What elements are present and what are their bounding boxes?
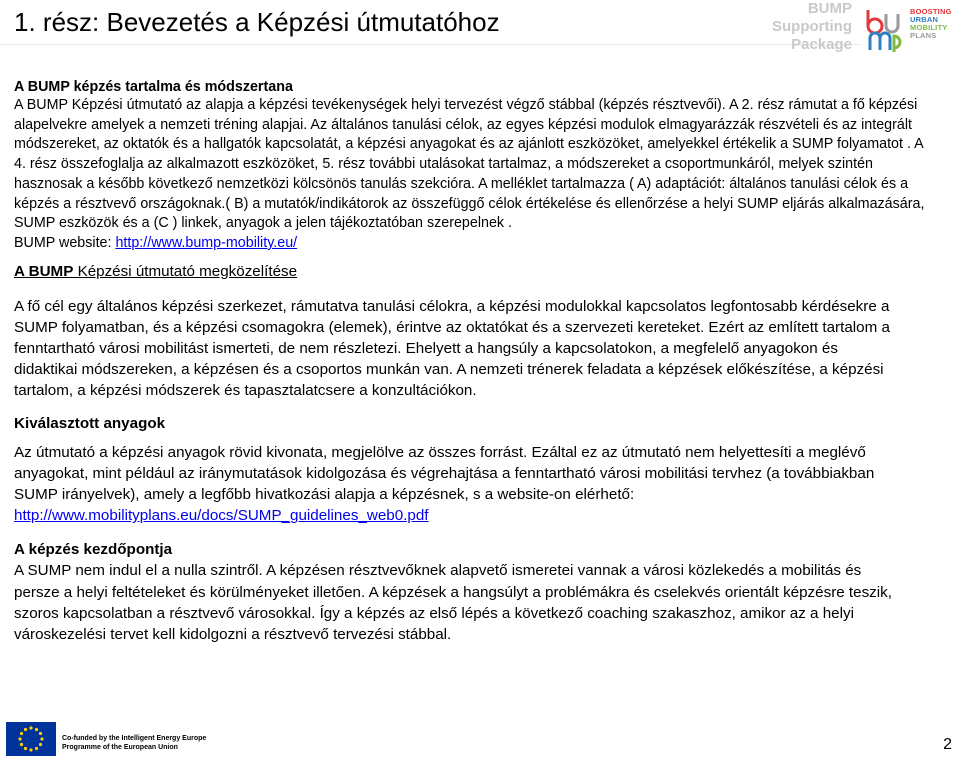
eu-stars-icon [6,722,56,756]
section-1-line: hasznosak a később következő nemzetközi kölcsönös tanulás szekcióra. A melléklet tartalmazza ( A) adaptációt: általános tanulási célok és a [14,175,909,192]
package-line-1: BUMP [807,0,852,17]
section-3-heading: Kiválasztott anyagok [14,414,166,432]
header-divider [0,44,860,45]
section-2-line: didaktikai módszereken, a képzésen és a csoportos munkán van. A nemzeti trénerek feladata a képzések előkészítése, a képzési [14,361,884,379]
logo-line-mobility: MOBILITY [910,23,948,32]
website-label: BUMP website: [14,234,116,251]
section-4-heading: A képzés kezdőpontja [14,541,173,559]
bump-logo-text [910,8,952,40]
section-4-line: városkezelési tervet kell kidolgozni a résztvevő tervezési stábbal. [14,626,452,644]
section-3-line: SUMP irányelvek), amely a legfőbb hivatkozási alapja a képzésnek, s a website-on elérhető: [14,486,635,504]
package-line-2: Supporting [772,18,852,35]
section-2-body [14,296,956,402]
section-1-line: 4. rész összefoglalja az alkalmazott eszközöket, 5. rész további utalásokat tartalmaz, a módszereket a csoportmunkáról, melyek szintén [14,156,873,173]
section-1-line: alapelvekre amelyek a nemzeti tréning alapjai. Az általános tanulási célok, az egyes képzési modulok elmagyarázzák részvételi és az integrált [14,116,912,133]
page-footer [6,722,956,756]
section-4-line: A SUMP nem indul el a nulla szintről. A képzésen résztvevőknek alapvető ismeretei vannak a városi közlekedés a mobilitás és [14,562,862,580]
section-4-line: persze a helyi feltételeket és körülményeket illetően. A képzések a hangsúlyt a problémákra és cselekvés orientált képzésre teszik, [14,583,892,601]
section-1-body [14,96,956,254]
section-2-line: A fő cél egy általános képzési szerkezet, rámutatva tanulási célokra, a képzési modulokkal kapcsolatos legfontosabb kérdésekre a [14,297,890,315]
eu-flag-icon [6,722,56,756]
package-line-3: Package [791,36,852,53]
bump-website-link[interactable]: http://www.bump-mobility.eu/ [115,234,298,251]
cofund-line-2: Programme of the European Union [62,744,178,751]
section-1-line: A BUMP Képzési útmutató az alapja a képzési tevékenységek helyi tervezést végző stábbal (képzés résztvevői). A 2. rész rámutat a fő képzési [14,97,918,113]
logo-line-boosting: BOOSTING [910,7,952,16]
supporting-package-label [762,0,852,54]
bump-logo [864,4,956,52]
page-title: 1. rész: Bevezetés a Képzési útmutatóhoz [14,7,500,37]
logo-line-urban: URBAN [910,15,939,24]
section-3-line: anyagokat, mint például az iránymutatások kidolgozása és végrehajtása a fenntartható városi mobilitási tervhez (a továbbiakban [14,464,875,482]
page-number: 2 [943,736,952,753]
section-4-body [14,560,956,645]
website-line [14,234,956,254]
section-3-body [14,442,956,527]
bump-logo-icon [864,4,908,52]
section-3-line: Az útmutató a képzési anyagok rövid kivonata, megjelölve az összes forrást. Ezáltal ez az útmutató nem helyettesíti a meglévő [14,443,866,461]
page-content [14,78,956,645]
section-1-line: módszereket, az oktatók és a hallgatók kapcsolatát, a képzési anyagokat és az ajánlott eszközöket, amelyekkel értékelik a SUMP folyamatot . A [14,136,924,153]
cofunding-statement [62,734,206,752]
section-1-heading: A BUMP képzés tartalma és módszertana [14,79,293,95]
section-2-heading-bold: A BUMP [14,262,74,280]
section-1-line: SUMP eszközök és a (C ) linkek, anyagok a jelen tájékoztatóban szerepelnek . [14,215,513,232]
section-2-heading-rest: Képzési útmutató megközelítése [73,262,298,280]
section-4-line: szoros kapcsolatban a résztvevő városokkal. Így a képzés az első lépés a következő coaching szakaszhoz, amikor az a helyi [14,604,854,622]
section-1-line: képzés a résztvevő országoknak.( B) a mutatók/indikátorok az összefüggő célok értékelése és ellenőrzése a helyi SUMP eljárás alkalmazására, [14,195,925,212]
section-2-line: SUMP folyamatban, és a képzési csomagokra (elemek), érintve az oktatókat és a szervezeti kereteket. Ezért az említett tartalom a [14,318,890,336]
sump-guidelines-link[interactable]: http://www.mobilityplans.eu/docs/SUMP_guidelines_web0.pdf [14,507,429,525]
logo-line-plans: PLANS [910,31,937,40]
section-2-line: fenntartható városi mobilitást ismerteti, de nem részletezi. Ehelyett a hangsúly a kapcsolatokon, a megfelelő anyagokon és [14,340,838,358]
cofund-line-1: Co-funded by the Intelligent Energy Europe [62,735,207,742]
section-2-heading [14,262,956,282]
section-2-line: tartalom, a képzési módszerek és tapasztalatcsere a konzultációkon. [14,382,477,400]
page-header [0,0,959,62]
